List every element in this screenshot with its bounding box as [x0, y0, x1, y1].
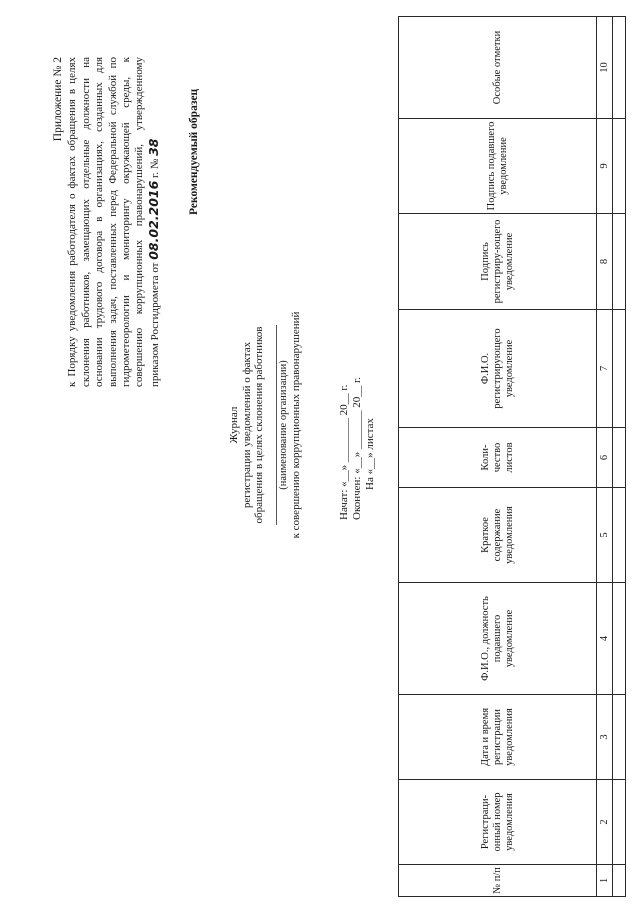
journal-subtitle-3: к совершению коррупционных правонарушений [290, 311, 302, 539]
recommended-sample-label: Рекомендуемый образец [188, 88, 200, 215]
table-cell [613, 488, 626, 583]
journal-subtitle-2: обращения в целях склонения работников [253, 326, 265, 524]
header-cell: Ф.И.О., должность подавшего уведомление [399, 583, 597, 695]
journal-subtitle-1: регистрации уведомлений о фактах [240, 341, 253, 509]
column-number: 10 [597, 17, 613, 119]
column-number: 8 [597, 214, 613, 310]
header-cell: Краткое содержание уведомления [399, 488, 597, 583]
column-number: 9 [597, 119, 613, 214]
appendix-text [66, 57, 162, 387]
table-cell [613, 17, 626, 119]
column-number: 5 [597, 488, 613, 583]
started-date: Начат: «__» ________ 20__ г. [338, 384, 350, 520]
column-number: 3 [597, 695, 613, 780]
table-cell [613, 214, 626, 310]
column-number: 1 [597, 865, 613, 897]
sheets-count: На «__» листах [364, 418, 376, 490]
header-cell: Подпись регистриру-ющего уведомление [399, 214, 597, 310]
header-cell: Дата и время регистрации уведомления [399, 695, 597, 780]
table-cell [613, 780, 626, 865]
table-cell [613, 310, 626, 428]
column-number: 7 [597, 310, 613, 428]
organization-caption: (наименование организации) [277, 360, 289, 490]
table-cell [613, 119, 626, 214]
header-cell: Ф.И.О. регистрирующего уведомление [399, 310, 597, 428]
header-cell: Особые отметки [399, 17, 597, 119]
column-number-row [597, 17, 613, 897]
approval-number: 38 [145, 138, 161, 156]
table-row [613, 17, 626, 897]
header-cell: № п/п [399, 865, 597, 897]
table-cell [613, 865, 626, 897]
journal-title: Журнал [228, 406, 240, 444]
column-number: 4 [597, 583, 613, 695]
approval-date: 08.02.2016 [145, 180, 161, 260]
table-header-row [399, 17, 597, 897]
table-cell [613, 428, 626, 488]
approval-suffix: г. № [148, 158, 161, 178]
appendix-number: Приложение № 2 [52, 57, 64, 142]
table-cell [613, 695, 626, 780]
column-number: 2 [597, 780, 613, 865]
journal-table [398, 16, 626, 897]
header-cell: Регистраци-онный номер уведомления [399, 780, 597, 865]
column-number: 6 [597, 428, 613, 488]
appendix-body: к Порядку уведомления работодателя о фактах обращения в целях склонения работников, замещающих отдельные должности на основании трудового договора в организациях, созданных для выполнения задач, поставленных перед Федеральной службой по гидрометеорологии и мониторингу окружающей среды, к совершению коррупционных правонарушений, утвержденному приказом Росгидромета от [66, 57, 161, 387]
header-cell: Коли-чество листов [399, 428, 597, 488]
header-cell: Подпись подавшего уведомление [399, 119, 597, 214]
organization-line [276, 325, 277, 525]
journal-dates [338, 340, 377, 520]
table-cell [613, 583, 626, 695]
appendix-header [52, 57, 162, 387]
finished-date: Окончен: «__» _______ 20__ г. [351, 377, 363, 520]
journal-title-block [228, 245, 303, 605]
